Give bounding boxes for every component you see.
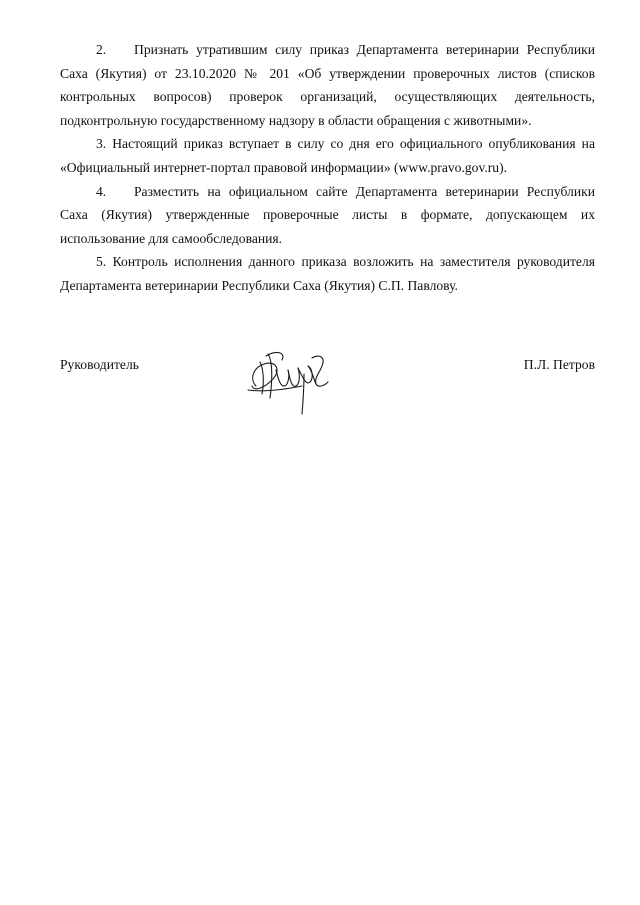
paragraph-4 — [60, 180, 595, 251]
paragraph-5 — [60, 250, 595, 297]
paragraph-text: Признать утратившим силу приказ Департамента ветеринарии Республики Саха (Якутия) от 23.10.2020 № 201 «Об утверждении проверочных листов (списков контрольных вопросов) проверок организаций, осуществляющих деятельность, подконтрольную государственному надзору в области обращения с животными». — [60, 42, 595, 128]
paragraph-text: Настоящий приказ вступает в силу со дня его официального опубликования на «Официальный интернет-портал правовой информации» (www.pravo.gov.ru). — [60, 136, 595, 175]
signer-title: Руководитель — [60, 357, 139, 372]
paragraph-number: 2. — [96, 42, 107, 57]
document-body — [60, 38, 595, 298]
handwritten-signature-icon — [242, 340, 342, 420]
paragraph-3 — [60, 132, 595, 179]
paragraph-text: Контроль исполнения данного приказа возложить на заместителя руководителя Департамента ветеринарии Республики Саха (Якутия) С.П. Павлову. — [60, 254, 596, 293]
paragraph-2 — [60, 38, 595, 132]
signer-name: П.Л. Петров — [523, 357, 595, 372]
paragraph-number: 3. — [96, 136, 107, 152]
paragraph-number: 5. — [96, 254, 107, 270]
paragraph-text: Разместить на официальном сайте Департамента ветеринарии Республики Саха (Якутия) утвержденные проверочные листы в формате, допускающем их использование для самообследования. — [60, 183, 595, 246]
signature-block — [60, 340, 595, 430]
paragraph-number: 4. — [96, 183, 107, 199]
